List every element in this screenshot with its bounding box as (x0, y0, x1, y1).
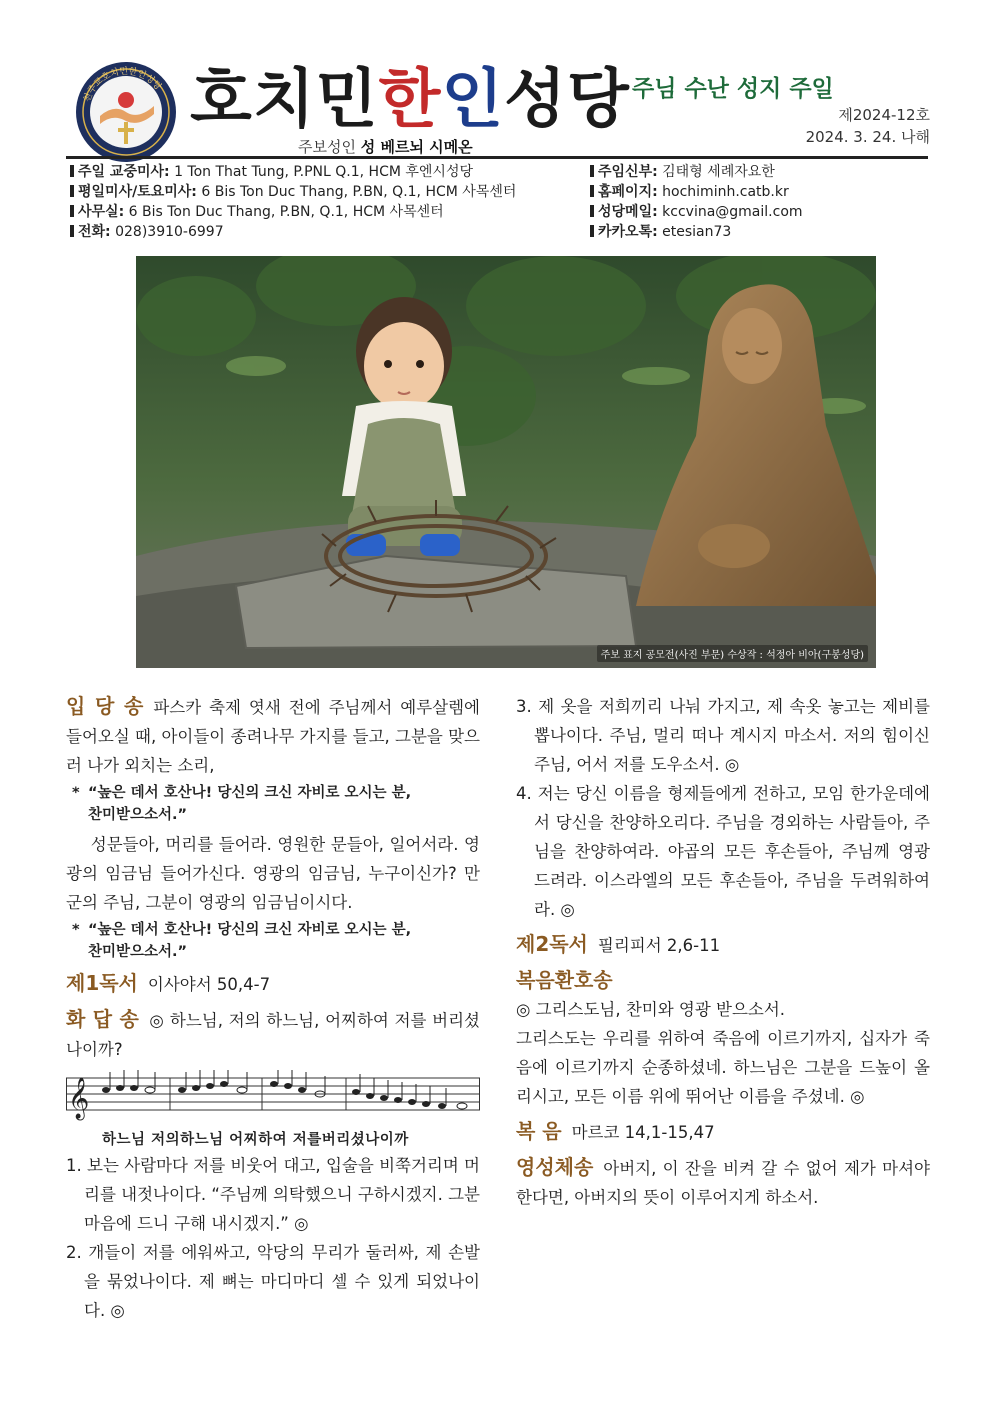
info-line[interactable]: 성당메일: kccvina@gmail.com (590, 202, 803, 222)
parish-logo (74, 60, 178, 164)
patron-label: 주보성인 (298, 138, 356, 156)
gospel (516, 1117, 930, 1147)
homepage-link[interactable]: hochiminh.catb.kr (657, 184, 789, 200)
entrance-head: 입 당 송 (66, 694, 144, 718)
photo-caption: 주보 표지 공모전(사진 부문) 수상작 : 석정아 비아(구봉성당) (597, 645, 868, 662)
psalm-verse-2: 2. 개들이 저를 에워싸고, 악당의 무리가 둘러싸, 제 손발을 묶었나이다. 제 뼈는 마디마디 셀 수 있게 되었나이다. ◎ (66, 1243, 480, 1320)
issue-number: 제2024-12호 (838, 106, 930, 124)
first-reading-head: 제1독서 (66, 971, 138, 995)
logo-text: 천주교호치민한인성당 (82, 66, 163, 104)
acclamation-head: 복음환호송 (516, 968, 613, 992)
info-line: 카카오톡: etesian73 (590, 222, 803, 242)
right-column (516, 692, 930, 1212)
entrance-text-2: 성문들아, 머리를 들어라. 영원한 문들아, 일어서라. 영광의 임금님 들어가신다. 영광의 임금님, 누구이신가? 만군의 주님, 그분이 영광의 임금님이시다. (66, 835, 480, 912)
bullet-square (70, 185, 74, 197)
info-line: 주임신부: 김태형 세례자요한 (590, 162, 803, 182)
entrance-refrain: * “높은 데서 호산나! 당신의 크신 자비로 오시는 분, 찬미받으소서.” (72, 785, 412, 823)
entrance-refrain-2: * “높은 데서 호산나! 당신의 크신 자비로 오시는 분, 찬미받으소서.” (72, 922, 412, 960)
music-notation (66, 1070, 480, 1122)
cover-photo (136, 256, 876, 668)
info-left (70, 162, 516, 242)
left-column (66, 692, 480, 1325)
gospel-acclamation (516, 966, 930, 1111)
title-part1: 호치민한 (190, 62, 442, 137)
email-link[interactable]: kccvina@gmail.com (657, 204, 803, 220)
bullet-square (70, 165, 74, 177)
first-reading (66, 969, 480, 999)
psalm-verse-3: 3. 제 옷을 저희끼리 나눠 가지고, 제 속옷 놓고는 제비를 뽑나이다. 주님, 멀리 떠나 계시지 마소서. 저의 힘이신 주님, 어서 저를 도우소서. ◎ (516, 697, 930, 774)
psalm-response: 화 답 송 ◎ 하느님, 저의 하느님, 어찌하여 저를 버리셨나이까? (66, 1007, 480, 1059)
bullet-square (590, 165, 594, 177)
psalm-verse-1: 1. 보는 사람마다 저를 비웃어 대고, 입술을 비쭉거리며 머리를 내젓나이다. “주님께 의탁했으니 구하시겠지. 그분 마음에 드니 구해 내시겠지.” ◎ (66, 1156, 480, 1233)
bullet-square (590, 225, 594, 237)
parish-title (190, 60, 630, 140)
music-staff (66, 1070, 480, 1151)
info-line: 평일미사/토요미사: 6 Bis Ton Duc Thang, P.BN, Q.1, HCM 사목센터 (70, 182, 516, 202)
info-line: 사무실: 6 Bis Ton Duc Thang, P.BN, Q.1, HCM 사목센터 (70, 202, 516, 222)
patron-name: 성 베르뇌 시메온 (360, 138, 473, 156)
gospel-head: 복 음 (516, 1119, 562, 1143)
bullet-square (590, 185, 594, 197)
psalm-head: 화 답 송 (66, 1007, 139, 1031)
info-line[interactable]: 홈페이지: hochiminh.catb.kr (590, 182, 803, 202)
issue-info (806, 104, 930, 148)
second-reading-head: 제2독서 (516, 932, 588, 956)
title-part2: 인성당 (441, 62, 630, 137)
sunday-name: 주님 수난 성지 주일 (632, 76, 834, 102)
svg-text:𝄞: 𝄞 (68, 1078, 90, 1119)
bullet-square (70, 205, 74, 217)
info-right (590, 162, 803, 242)
info-line: 전화: 028)3910-6997 (70, 222, 516, 242)
psalm-lyrics: 하느님 저의하느님 어찌하여 저를버리셨나이까 (102, 1132, 409, 1148)
acclamation-response: ◎ 그리스도님, 찬미와 영광 받으소서. (516, 1000, 786, 1019)
second-reading-ref: 필리피서 2,6-11 (597, 936, 721, 955)
communion-antiphon: 영성체송 아버지, 이 잔을 비켜 갈 수 없어 제가 마셔야 한다면, 아버지의 뜻이 이루어지게 하소서. (516, 1155, 930, 1207)
acclamation-text: 그리스도는 우리를 위하여 죽음에 이르기까지, 십자가 죽음에 이르기까지 순종하셨네. 하느님은 그분을 드높이 올리시고, 모든 이름 위에 뛰어난 이름을 주셨네. ◎ (516, 1029, 930, 1106)
gospel-ref: 마르코 14,1-15,47 (571, 1123, 715, 1142)
issue-date: 2024. 3. 24. 나해 (805, 128, 930, 146)
bullet-square (70, 225, 74, 237)
info-line: 주일 교중미사: 1 Ton That Tung, P.PNL Q.1, HCM 후엔시성당 (70, 162, 516, 182)
cover-photo-illustration (136, 256, 876, 668)
bullet-square (590, 205, 594, 217)
entrance-antiphon: 입 당 송 파스카 축제 엿새 전에 주님께서 예루살렘에 들어오실 때, 아이들이 종려나무 가지를 들고, 그분을 맞으러 나가 외치는 소리, (66, 694, 480, 775)
first-reading-ref: 이사야서 50,4-7 (147, 975, 271, 994)
psalm-verse-4: 4. 저는 당신 이름을 형제들에게 전하고, 모임 한가운데에서 당신을 찬양하오리다. 주님을 경외하는 사람들아, 주님을 찬양하여라. 야곱의 모든 후손들아, 주님께 영광 드려라. 이스라엘의 모든 후손들아, 주님을 두려워하여라. ◎ (516, 784, 930, 919)
header-divider (66, 156, 928, 159)
communion-head: 영성체송 (516, 1155, 594, 1179)
patron-saint (298, 136, 473, 157)
second-reading (516, 930, 930, 960)
